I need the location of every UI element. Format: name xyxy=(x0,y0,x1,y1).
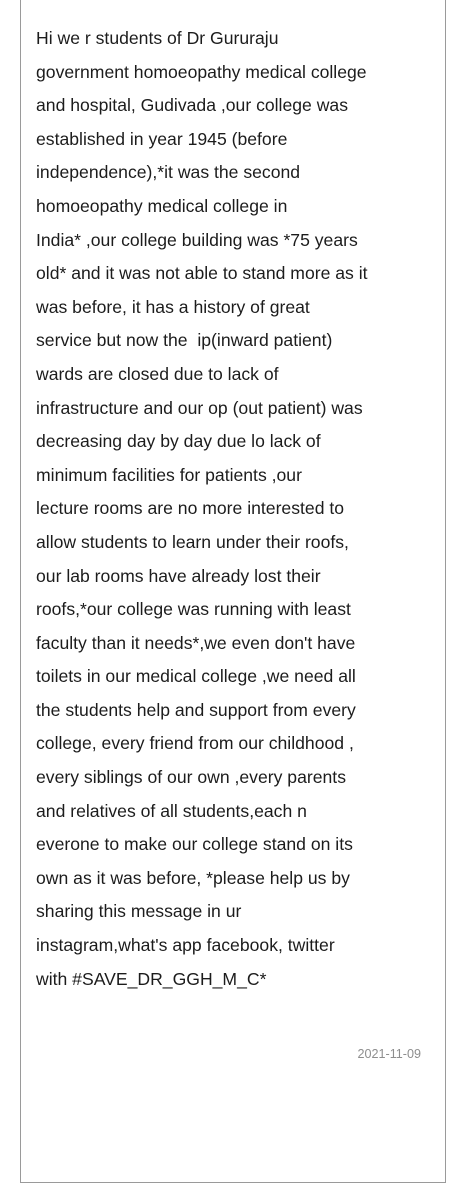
note-line: sharing this message in ur xyxy=(36,901,242,922)
note-line: roofs,*our college was running with least xyxy=(36,599,351,620)
note-line: minimum facilities for patients ,our xyxy=(36,464,302,485)
note-line: everone to make our college stand on its xyxy=(36,834,353,855)
note-line: toilets in our medical college ,we need all xyxy=(36,666,356,687)
note-line: government homoeopathy medical college xyxy=(36,61,367,82)
note-line: old* and it was not able to stand more as it xyxy=(36,263,368,284)
note-line: wards are closed due to lack of xyxy=(36,363,279,384)
note-line: and hospital, Gudivada ,our college was xyxy=(36,95,348,116)
note-date: 2021-11-09 xyxy=(357,1047,421,1061)
note-line: lecture rooms are no more interested to xyxy=(36,498,345,519)
note-line: and relatives of all students,each n xyxy=(36,800,307,821)
note-line: infrastructure and our op (out patient) was xyxy=(36,397,363,418)
note-line: every siblings of our own ,every parents xyxy=(36,767,346,788)
note-line: established in year 1945 (before xyxy=(36,128,288,149)
note-line: instagram,what's app facebook, twitter xyxy=(36,935,335,956)
note-line: service but now the ip(inward patient) xyxy=(36,330,333,351)
note-line: with #SAVE_DR_GGH_M_C* xyxy=(36,968,267,989)
note-line: the students help and support from every xyxy=(36,699,356,720)
note-line: India* ,our college building was *75 years xyxy=(36,229,358,250)
note-line: own as it was before, *please help us by xyxy=(36,867,350,888)
note-line: was before, it has a history of great xyxy=(36,296,310,317)
note-line: Hi we r students of Dr Gururaju xyxy=(36,28,279,48)
note-line: independence),*it was the second xyxy=(36,162,301,183)
note-line: our lab rooms have already lost their xyxy=(36,565,321,586)
note-line: allow students to learn under their roofs, xyxy=(36,531,349,552)
note-line: college, every friend from our childhood , xyxy=(36,733,354,754)
note-line: homoeopathy medical college in xyxy=(36,195,288,216)
note-line: faculty than it needs*,we even don't have xyxy=(36,632,356,653)
note-body xyxy=(36,22,436,996)
note-line: decreasing day by day due lo lack of xyxy=(36,431,321,452)
